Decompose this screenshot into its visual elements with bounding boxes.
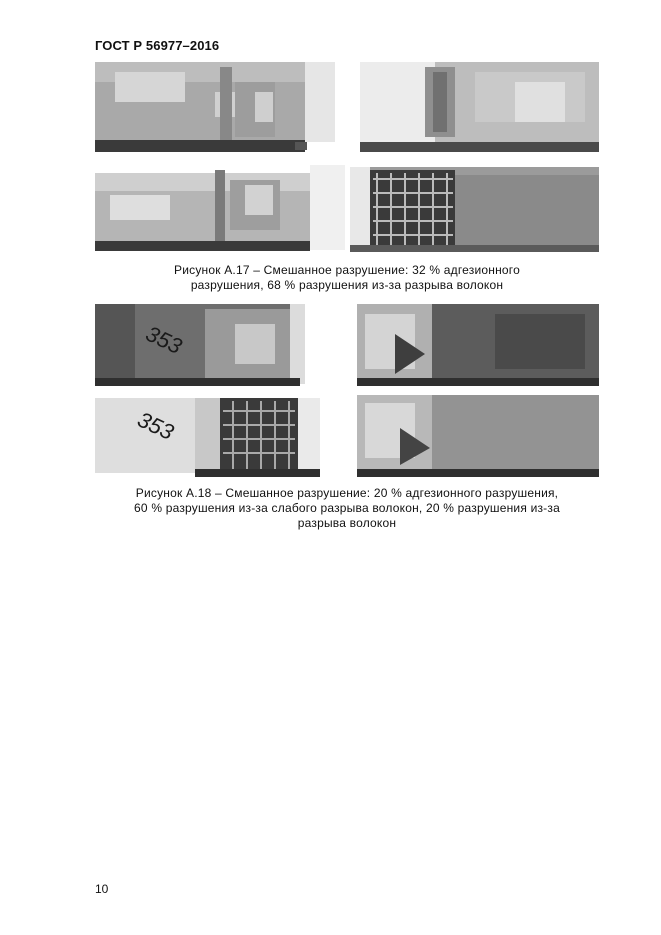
figure-caption-a17 bbox=[95, 263, 599, 293]
specimen-photo-bottom bbox=[95, 165, 599, 254]
caption-line: разрушения, 68 % разрушения из-за разрыва волокон bbox=[190, 278, 504, 292]
document-header: ГОСТ Р 56977–2016 bbox=[95, 38, 220, 53]
page-number: 10 bbox=[95, 882, 109, 896]
specimen-photo-top bbox=[95, 62, 599, 157]
figure-caption-a18 bbox=[95, 486, 599, 531]
caption-line: 60 % разрушения из-за слабого разрыва волокон, 20 % разрушения из-за bbox=[134, 501, 560, 515]
specimen-marking: 353 bbox=[142, 320, 186, 359]
figure-a18 bbox=[95, 304, 599, 477]
caption-line: Рисунок А.17 – Смешанное разрушение: 32 % адгезионного bbox=[174, 263, 520, 277]
specimen-photo-top bbox=[95, 304, 599, 386]
specimen-marking: 353 bbox=[133, 406, 178, 445]
figure-a17 bbox=[95, 62, 599, 254]
caption-line: Рисунок А.18 – Смешанное разрушение: 20 % адгезионного разрушения, bbox=[135, 486, 559, 500]
caption-line: разрыва волокон bbox=[297, 516, 397, 530]
specimen-photo-bottom bbox=[95, 393, 599, 477]
